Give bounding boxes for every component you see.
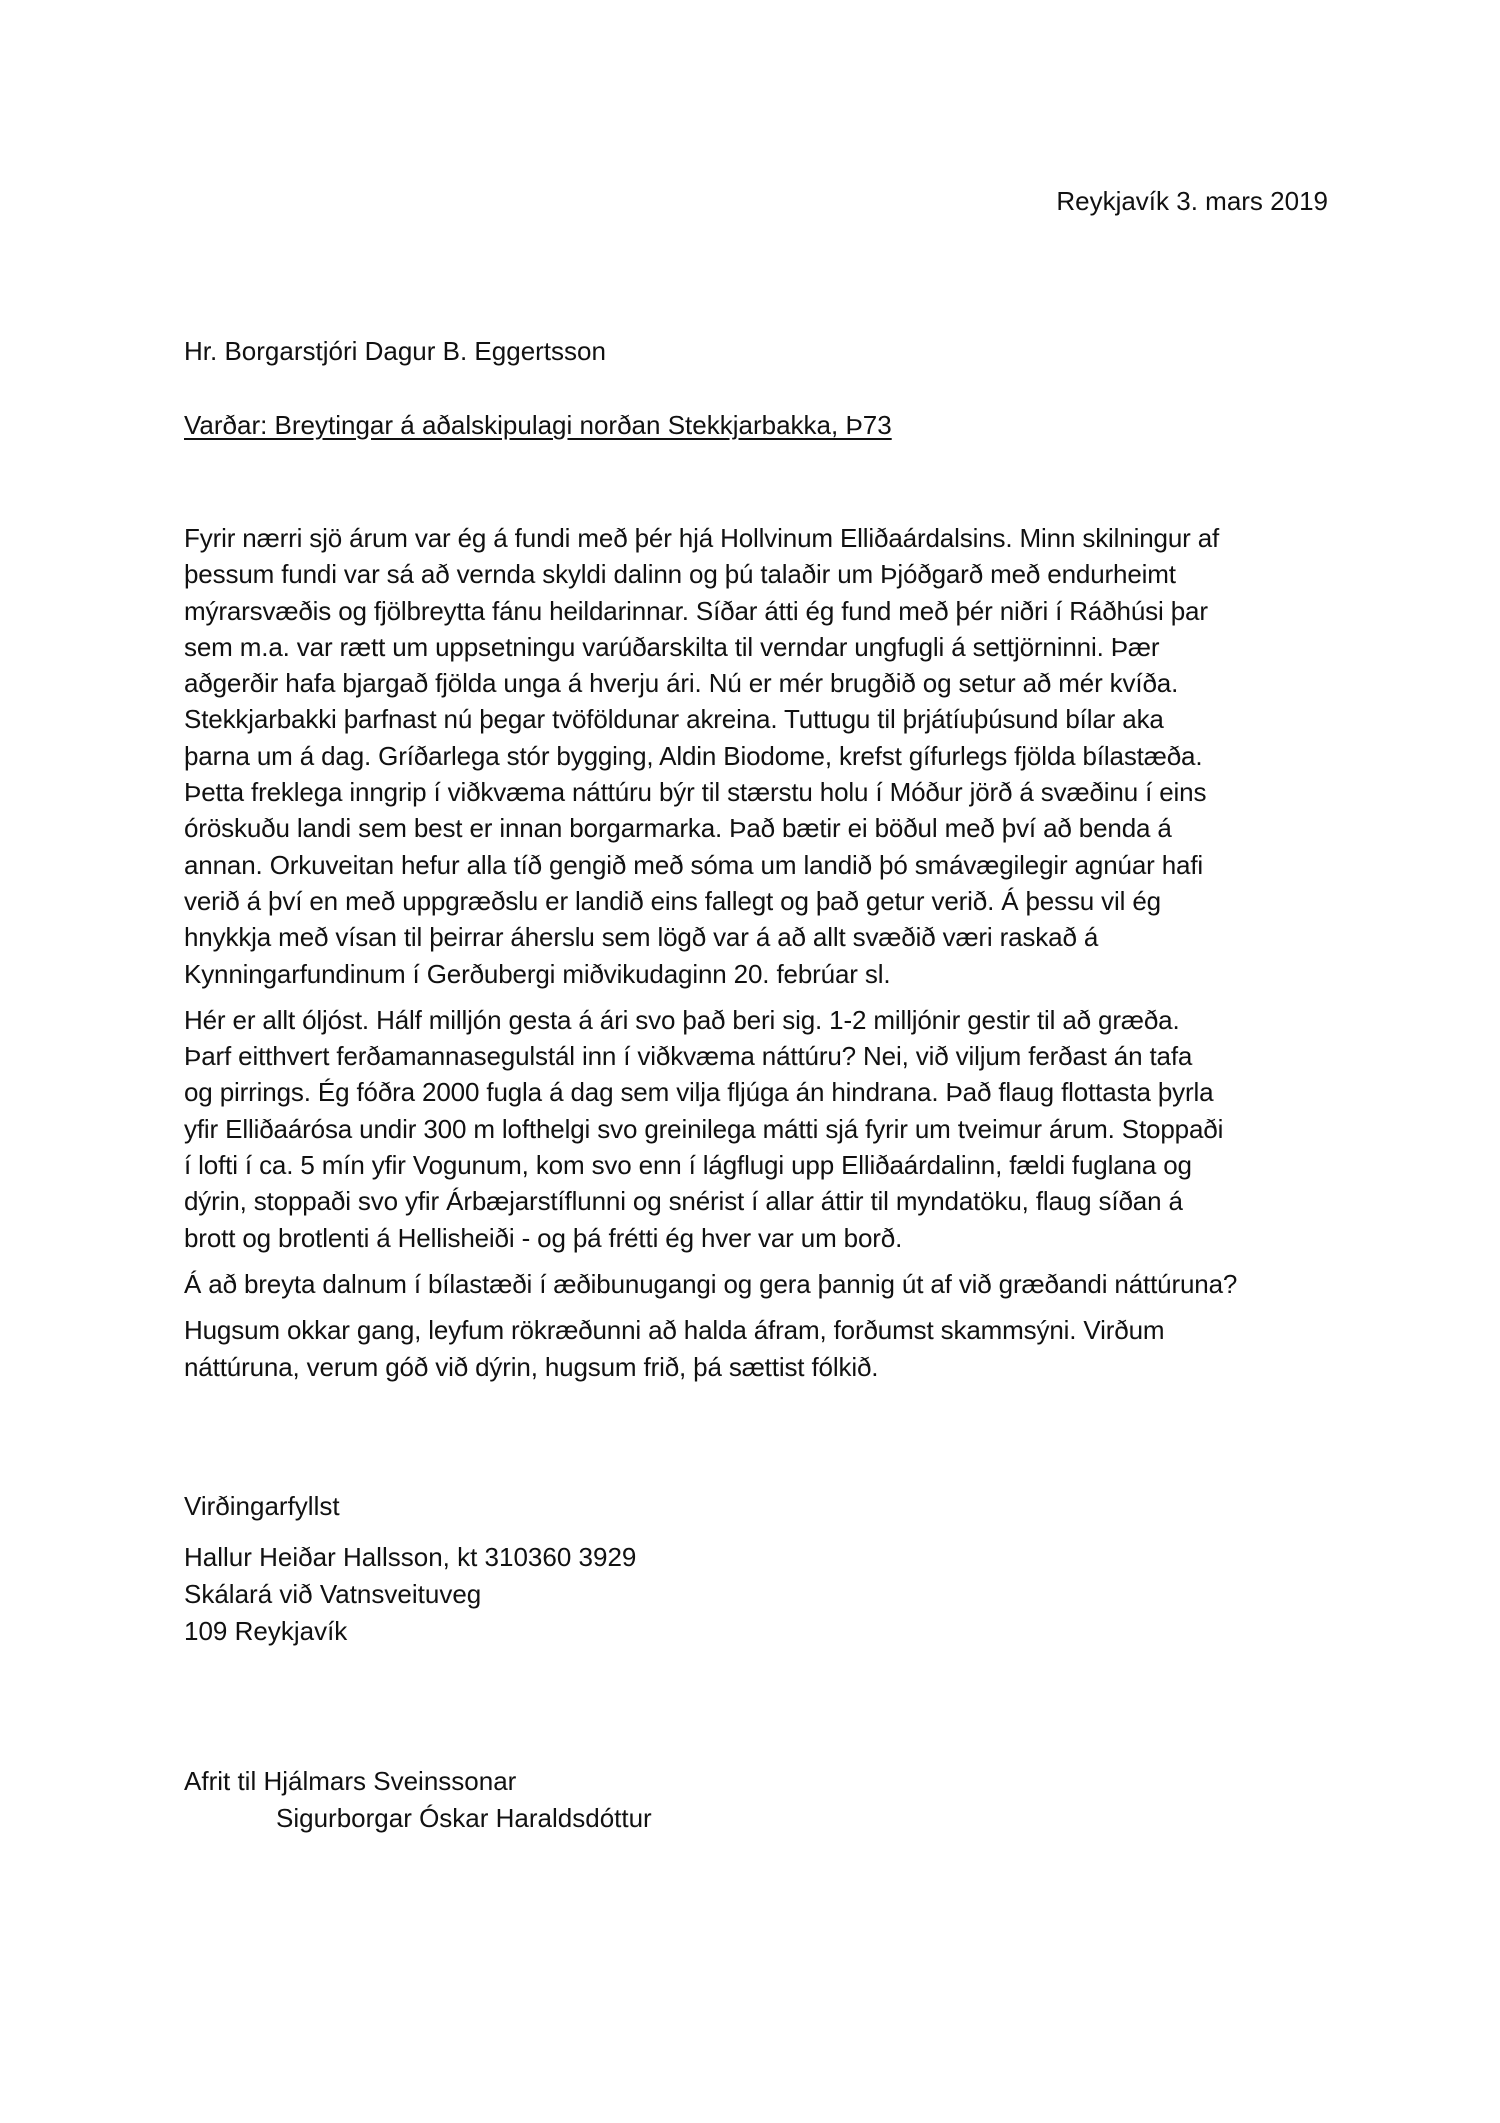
body-line: náttúruna, verum góð við dýrin, hugsum frið, þá sættist fólkið. bbox=[184, 1351, 879, 1382]
signature-block bbox=[184, 1539, 636, 1650]
recipient-line: Hr. Borgarstjóri Dagur B. Eggertsson bbox=[184, 336, 606, 366]
copy-recipient-2: Sigurborgar Óskar Haraldsdóttur bbox=[276, 1803, 652, 1833]
body-line: þessum fundi var sá að vernda skyldi dalinn og þú talaðir um Þjóðgarð með endurheimt bbox=[184, 559, 1176, 590]
body-line: annan. Orkuveitan hefur alla tíð gengið með sóma um landið þó smávægilegir agnúar hafi bbox=[184, 849, 1204, 880]
body-line: verið á því en með uppgræðslu er landið eins fallegt og það getur verið. Á þessu vil ég bbox=[184, 885, 1161, 916]
body-line: yfir Elliðaárósa undir 300 m lofthelgi svo greinilega mátti sjá fyrir um tveimur árum. Stoppaði bbox=[184, 1113, 1224, 1144]
paragraph-gap bbox=[184, 1256, 1344, 1266]
paragraph-3 bbox=[184, 1266, 1344, 1302]
body-line: Kynningarfundinum í Gerðubergi miðvikudaginn 20. febrúar sl. bbox=[184, 958, 891, 989]
body-line: Á að breyta dalnum í bílastæði í æðibunugangi og gera þannig út af við græðandi náttúruna? bbox=[184, 1268, 1238, 1299]
body-line: Fyrir nærri sjö árum var ég á fundi með þér hjá Hollvinum Elliðaárdalsins. Minn skilningur af bbox=[184, 523, 1220, 553]
body-line: og pirrings. Ég fóðra 2000 fugla á dag sem vilja fljúga án hindrana. Það flaug flottasta þyrla bbox=[184, 1077, 1214, 1108]
body-line: Hér er allt óljóst. Hálf milljón gesta á ári svo það beri sig. 1-2 milljónir gestir til að græða. bbox=[184, 1004, 1180, 1035]
body-line: óröskuðu landi sem best er innan borgarmarka. Það bætir ei böðul með því að benda á bbox=[184, 813, 1172, 844]
body-line: Hugsum okkar gang, leyfum rökræðunni að halda áfram, forðumst skammsýni. Virðum bbox=[184, 1315, 1165, 1346]
letter-body bbox=[184, 520, 1344, 1385]
body-line: Þarf eitthvert ferðamannasegulstál inn í viðkvæma náttúru? Nei, við viljum ferðast án tafa bbox=[184, 1041, 1193, 1072]
body-line: í lofti í ca. 5 mín yfir Vogunum, kom svo enn í lágflugi upp Elliðaárdalinn, fældi fuglana og bbox=[184, 1150, 1192, 1181]
subject-line: Varðar: Breytingar á aðalskipulagi norðan Stekkjarbakka, Þ73 bbox=[184, 410, 892, 440]
body-line: hnykkja með vísan til þeirrar áherslu sem lögð var á að allt svæðið væri raskað á bbox=[184, 922, 1099, 953]
paragraph-4 bbox=[184, 1312, 1344, 1385]
signer-name: Hallur Heiðar Hallsson, kt 310360 3929 bbox=[184, 1542, 637, 1572]
paragraph-gap bbox=[184, 1302, 1344, 1312]
paragraph-1 bbox=[184, 520, 1344, 992]
body-line: brott og brotlenti á Hellisheiði - og þá frétti ég hver var um borð. bbox=[184, 1222, 903, 1253]
body-line: þarna um á dag. Gríðarlega stór bygging, Aldin Biodome, krefst gífurlegs fjölda bílastæða. bbox=[184, 740, 1203, 771]
copy-recipient-1: Afrit til Hjálmars Sveinssonar bbox=[184, 1766, 517, 1796]
body-line: Þetta freklega inngrip í viðkvæma náttúru býr til stærstu holu í Móður jörð á svæðinu í eins bbox=[184, 777, 1207, 808]
copies-block bbox=[184, 1763, 652, 1837]
body-line: aðgerðir hafa bjargað fjölda unga á hverju ári. Nú er mér brugðið og setur að mér kvíða. bbox=[184, 668, 1179, 699]
closing-line: Virðingarfyllst bbox=[184, 1491, 340, 1521]
paragraph-gap bbox=[184, 992, 1344, 1002]
body-line: sem m.a. var rætt um uppsetningu varúðarskilta til verndar ungfugli á settjörninni. Þær bbox=[184, 631, 1160, 662]
paragraph-2 bbox=[184, 1002, 1344, 1256]
letter-date: Reykjavík 3. mars 2019 bbox=[1056, 186, 1328, 216]
signer-address: Skálará við Vatnsveituveg bbox=[184, 1579, 482, 1609]
body-line: Stekkjarbakki þarfnast nú þegar tvöföldunar akreina. Tuttugu til þrjátíuþúsund bílar aka bbox=[184, 704, 1164, 735]
body-line: dýrin, stoppaði svo yfir Árbæjarstíflunni og snérist í allar áttir til myndatöku, flaug síðan á bbox=[184, 1186, 1183, 1217]
body-line: mýrarsvæðis og fjölbreytta fánu heildarinnar. Síðar átti ég fund með þér niðri í Ráðhúsi þar bbox=[184, 595, 1208, 626]
signer-postcode: 109 Reykjavík bbox=[184, 1616, 348, 1646]
